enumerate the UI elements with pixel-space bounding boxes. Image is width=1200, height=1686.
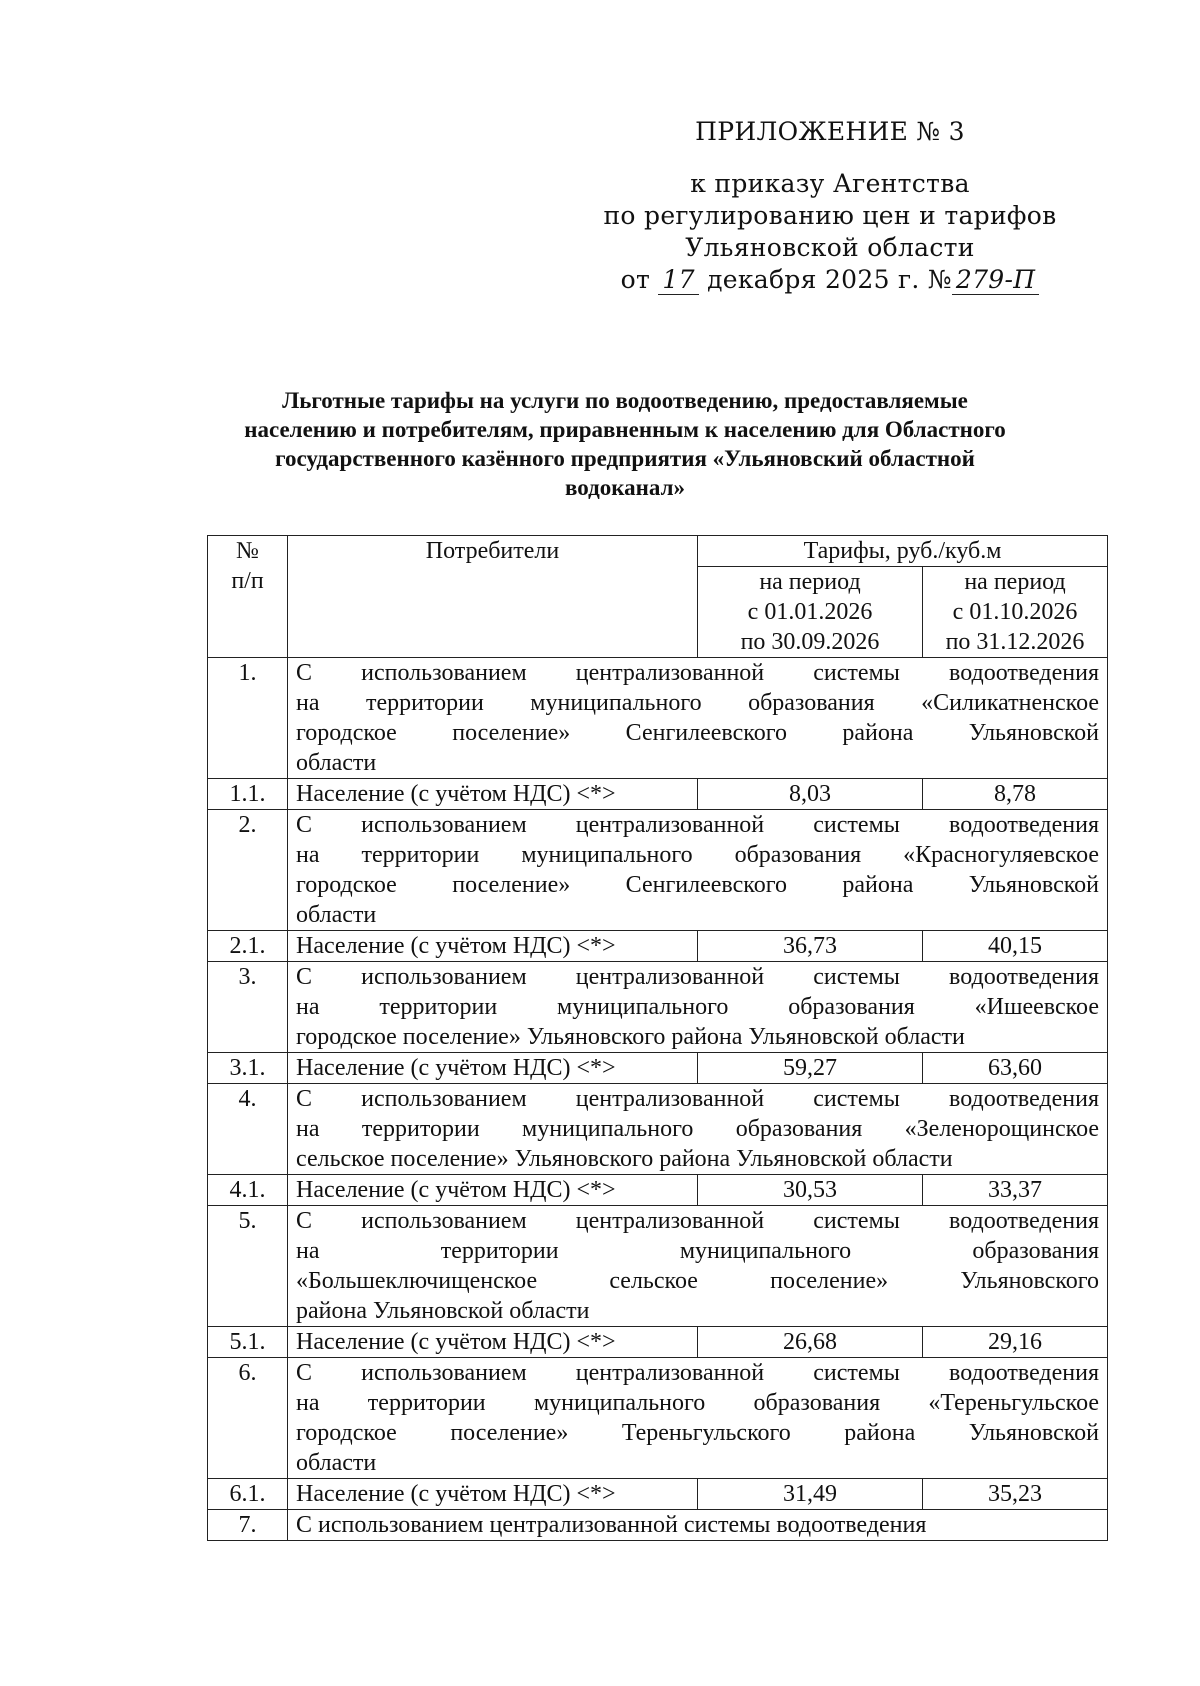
- description-line: городское поселение» Тереньгульского района Ульяновской: [296, 1420, 1100, 1446]
- section-description: [288, 1510, 1108, 1541]
- description-line: района Ульяновской области: [296, 1298, 590, 1324]
- tariff-row-consumer: Население (с учётом НДС) <*>: [288, 1175, 698, 1206]
- tariff-value-period-1: 36,73: [698, 931, 923, 962]
- tariff-table: [207, 535, 1108, 1541]
- description-line: С использованием централизованной системы водоотведения: [296, 1086, 1100, 1112]
- tariff-row: [208, 1053, 1108, 1084]
- period-1-line-2: с 01.01.2026: [747, 599, 873, 625]
- tariff-row-consumer: Население (с учётом НДС) <*>: [288, 1053, 698, 1084]
- header-number-top: №: [236, 538, 259, 564]
- document-title: [190, 386, 1060, 502]
- tariff-value-period-2: 8,78: [923, 779, 1108, 810]
- tariff-value-period-1: 31,49: [698, 1479, 923, 1510]
- appendix-line-1: к приказу Агентства: [690, 169, 970, 198]
- section-description: [288, 962, 1108, 1053]
- period-2-line-1: на период: [964, 569, 1066, 595]
- description-line: области: [296, 1450, 377, 1476]
- tariff-row-number: 5.1.: [208, 1327, 288, 1358]
- title-line-4: водоканал»: [565, 475, 685, 500]
- appendix-header: [600, 116, 1060, 296]
- order-date-text: декабря 2025 г. №: [707, 265, 952, 294]
- section-row: [208, 810, 1108, 931]
- description-line: на территории муниципального образования «Красногуляевское: [296, 842, 1100, 868]
- tariff-row-number: 6.1.: [208, 1479, 288, 1510]
- tariff-value-period-2: 63,60: [923, 1053, 1108, 1084]
- title-line-1: Льготные тарифы на услуги по водоотведению, предоставляемые: [282, 388, 968, 413]
- description-line: на территории муниципального образования «Тереньгульское: [296, 1390, 1100, 1416]
- section-number: 5.: [208, 1206, 288, 1327]
- section-row: [208, 1510, 1108, 1541]
- title-line-2: населению и потребителям, приравненным к населению для Областного: [244, 417, 1006, 442]
- section-row: [208, 1358, 1108, 1479]
- description-line: сельское поселение» Ульяновского района Ульяновской области: [296, 1146, 953, 1172]
- section-row: [208, 962, 1108, 1053]
- section-number: 3.: [208, 962, 288, 1053]
- section-description: [288, 1358, 1108, 1479]
- appendix-line-2: по регулированию цен и тарифов: [603, 201, 1057, 230]
- tariff-value-period-2: 29,16: [923, 1327, 1108, 1358]
- section-row: [208, 658, 1108, 779]
- tariff-value-period-2: 33,37: [923, 1175, 1108, 1206]
- tariff-row-consumer: Население (с учётом НДС) <*>: [288, 1327, 698, 1358]
- section-description: [288, 810, 1108, 931]
- appendix-line-3: Ульяновской области: [685, 233, 975, 262]
- tariff-row-number: 1.1.: [208, 779, 288, 810]
- section-description: [288, 658, 1108, 779]
- description-line: на территории муниципального образования: [296, 1238, 1100, 1264]
- description-line: на территории муниципального образования «Силикатненское: [296, 690, 1100, 716]
- order-day: 17: [658, 265, 698, 295]
- section-row: [208, 1084, 1108, 1175]
- header-tariffs: Тарифы, руб./куб.м: [698, 536, 1108, 567]
- tariff-row-consumer: Население (с учётом НДС) <*>: [288, 1479, 698, 1510]
- section-number: 4.: [208, 1084, 288, 1175]
- description-line: С использованием централизованной системы водоотведения: [296, 1512, 927, 1538]
- section-number: 7.: [208, 1510, 288, 1541]
- description-line: С использованием централизованной системы водоотведения: [296, 812, 1100, 838]
- description-line: на территории муниципального образования «Зеленорощинское: [296, 1116, 1100, 1142]
- section-row: [208, 1206, 1108, 1327]
- section-number: 1.: [208, 658, 288, 779]
- tariff-row: [208, 1175, 1108, 1206]
- period-2-line-2: с 01.10.2026: [952, 599, 1078, 625]
- section-number: 6.: [208, 1358, 288, 1479]
- tariff-table-body: [208, 658, 1108, 1541]
- description-line: С использованием централизованной системы водоотведения: [296, 1208, 1100, 1234]
- tariff-value-period-1: 30,53: [698, 1175, 923, 1206]
- description-line: городское поселение» Ульяновского района Ульяновской области: [296, 1024, 965, 1050]
- tariff-row: [208, 931, 1108, 962]
- section-description: [288, 1084, 1108, 1175]
- tariff-row-consumer: Население (с учётом НДС) <*>: [288, 779, 698, 810]
- tariff-row-number: 2.1.: [208, 931, 288, 962]
- description-line: городское поселение» Сенгилеевского района Ульяновской: [296, 720, 1100, 746]
- header-period-2: [923, 567, 1108, 658]
- order-line: [600, 264, 1060, 296]
- period-1-line-3: по 30.09.2026: [740, 629, 880, 655]
- order-number: 279-П: [952, 265, 1039, 295]
- description-line: С использованием централизованной системы водоотведения: [296, 1360, 1100, 1386]
- header-period-1: [698, 567, 923, 658]
- description-line: на территории муниципального образования «Ишеевское: [296, 994, 1100, 1020]
- title-line-3: государственного казённого предприятия «Ульяновский областной: [275, 446, 975, 471]
- tariff-value-period-1: 59,27: [698, 1053, 923, 1084]
- header-number: [208, 536, 288, 658]
- tariff-value-period-1: 8,03: [698, 779, 923, 810]
- description-line: С использованием централизованной системы водоотведения: [296, 660, 1100, 686]
- section-description: [288, 1206, 1108, 1327]
- tariff-value-period-2: 35,23: [923, 1479, 1108, 1510]
- description-line: области: [296, 902, 377, 928]
- section-number: 2.: [208, 810, 288, 931]
- tariff-row-number: 3.1.: [208, 1053, 288, 1084]
- tariff-row: [208, 779, 1108, 810]
- tariff-row: [208, 1479, 1108, 1510]
- period-2-line-3: по 31.12.2026: [945, 629, 1085, 655]
- tariff-value-period-1: 26,68: [698, 1327, 923, 1358]
- description-line: городское поселение» Сенгилеевского района Ульяновской: [296, 872, 1100, 898]
- tariff-row-number: 4.1.: [208, 1175, 288, 1206]
- period-1-line-1: на период: [759, 569, 861, 595]
- description-line: «Большеключищенское сельское поселение» Ульяновского: [296, 1268, 1100, 1294]
- appendix-title: ПРИЛОЖЕНИЕ № 3: [695, 117, 965, 146]
- description-line: области: [296, 750, 377, 776]
- tariff-row: [208, 1327, 1108, 1358]
- order-prefix: от: [620, 265, 651, 294]
- description-line: С использованием централизованной системы водоотведения: [296, 964, 1100, 990]
- header-number-bottom: п/п: [231, 568, 264, 594]
- header-consumers: Потребители: [288, 536, 698, 658]
- tariff-row-consumer: Население (с учётом НДС) <*>: [288, 931, 698, 962]
- tariff-value-period-2: 40,15: [923, 931, 1108, 962]
